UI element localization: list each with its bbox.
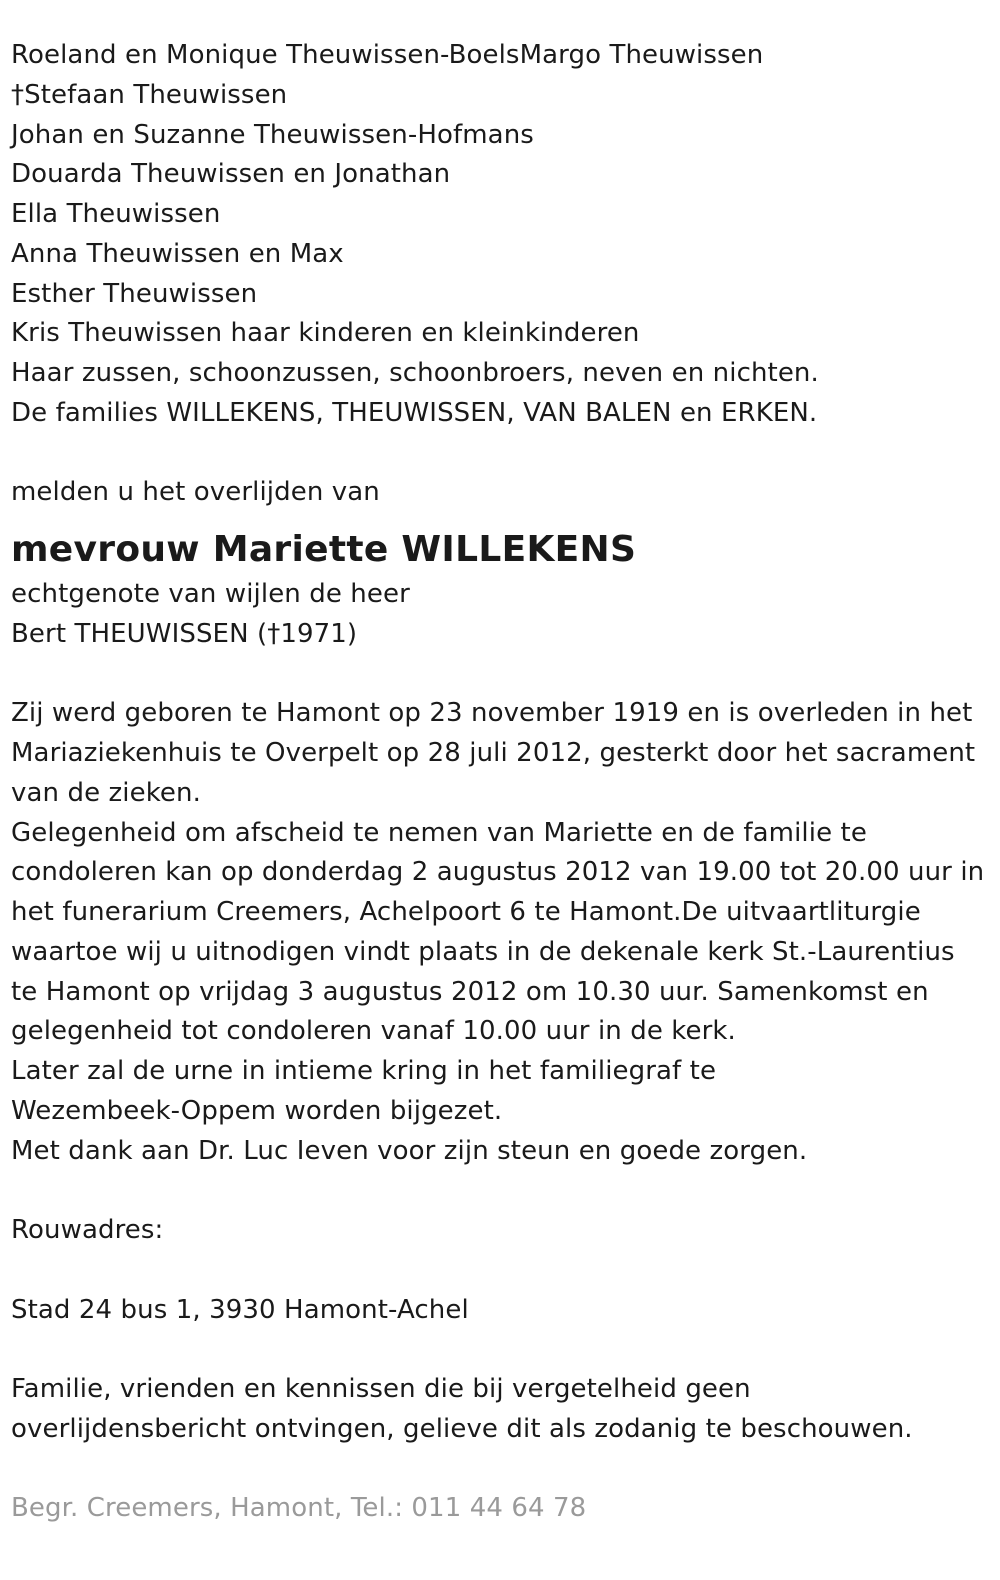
- spouse-line: Bert THEUWISSEN (†1971): [11, 618, 358, 649]
- address-text: Stad 24 bus 1, 3930 Hamont-Achel: [11, 1294, 469, 1325]
- death-notice: [11, 36, 991, 1529]
- body-line: het funerarium Creemers, Achelpoort 6 te Hamont.De uitvaartliturgie: [11, 897, 921, 927]
- body-line: waartoe wij u uitnodigen vindt plaats in de dekenale kerk St.-Laurentius: [11, 936, 955, 967]
- family-line: Douarda Theuwissen en Jonathan: [11, 159, 451, 190]
- family-line: Roeland en Monique Theuwissen-BoelsMargo Theuwissen: [11, 40, 764, 70]
- body-line: van de zieken.: [11, 777, 201, 808]
- family-line: Johan en Suzanne Theuwissen-Hofmans: [11, 119, 534, 150]
- body-text: [11, 694, 991, 1171]
- body-line: Wezembeek-Oppem worden bijgezet.: [11, 1095, 503, 1126]
- family-line: De families WILLEKENS, THEUWISSEN, VAN BALEN en ERKEN.: [11, 397, 818, 428]
- funeral-home-footer: Begr. Creemers, Hamont, Tel.: 011 44 64 78: [11, 1493, 587, 1524]
- body-line: Later zal de urne in intieme kring in het familiegraf te: [11, 1056, 717, 1086]
- body-line: Gelegenheid om afscheid te nemen van Mariette en de familie te: [11, 817, 867, 848]
- spacer: [11, 1251, 991, 1291]
- family-line: Kris Theuwissen haar kinderen en kleinkinderen: [11, 318, 640, 349]
- spacer: [11, 1171, 991, 1211]
- body-line: Mariaziekenhuis te Overpelt op 28 juli 2012, gesterkt door het sacrament: [11, 738, 976, 768]
- spacer: [11, 655, 991, 695]
- address-label: Rouwadres:: [11, 1215, 164, 1245]
- spacer: [11, 1330, 991, 1370]
- spacer: [11, 1450, 991, 1490]
- deceased-name: mevrouw Mariette WILLEKENS: [11, 529, 637, 570]
- body-line: condoleren kan op donderdag 2 augustus 2012 van 19.00 tot 20.00 uur in: [11, 857, 985, 888]
- body-line: Zij werd geboren te Hamont op 23 november 1919 en is overleden in het: [11, 698, 973, 729]
- family-list: [11, 36, 991, 434]
- family-line: Ella Theuwissen: [11, 199, 221, 229]
- closing-text: [11, 1370, 991, 1450]
- closing-line: Familie, vrienden en kennissen die bij vergetelheid geen: [11, 1374, 751, 1404]
- announce-text: melden u het overlijden van: [11, 477, 380, 508]
- family-line: Haar zussen, schoonzussen, schoonbroers, neven en nichten.: [11, 358, 819, 388]
- family-line: †Stefaan Theuwissen: [11, 79, 288, 110]
- body-line: Met dank aan Dr. Luc Ieven voor zijn steun en goede zorgen.: [11, 1135, 808, 1166]
- family-line: Esther Theuwissen: [11, 278, 258, 309]
- spacer: [11, 434, 991, 474]
- body-line: te Hamont op vrijdag 3 augustus 2012 om 10.30 uur. Samenkomst en: [11, 976, 929, 1007]
- spouse-line: echtgenote van wijlen de heer: [11, 579, 410, 609]
- closing-line: overlijdensbericht ontvingen, gelieve dit als zodanig te beschouwen.: [11, 1413, 913, 1444]
- body-line: gelegenheid tot condoleren vanaf 10.00 uur in de kerk.: [11, 1016, 736, 1047]
- family-line: Anna Theuwissen en Max: [11, 238, 344, 269]
